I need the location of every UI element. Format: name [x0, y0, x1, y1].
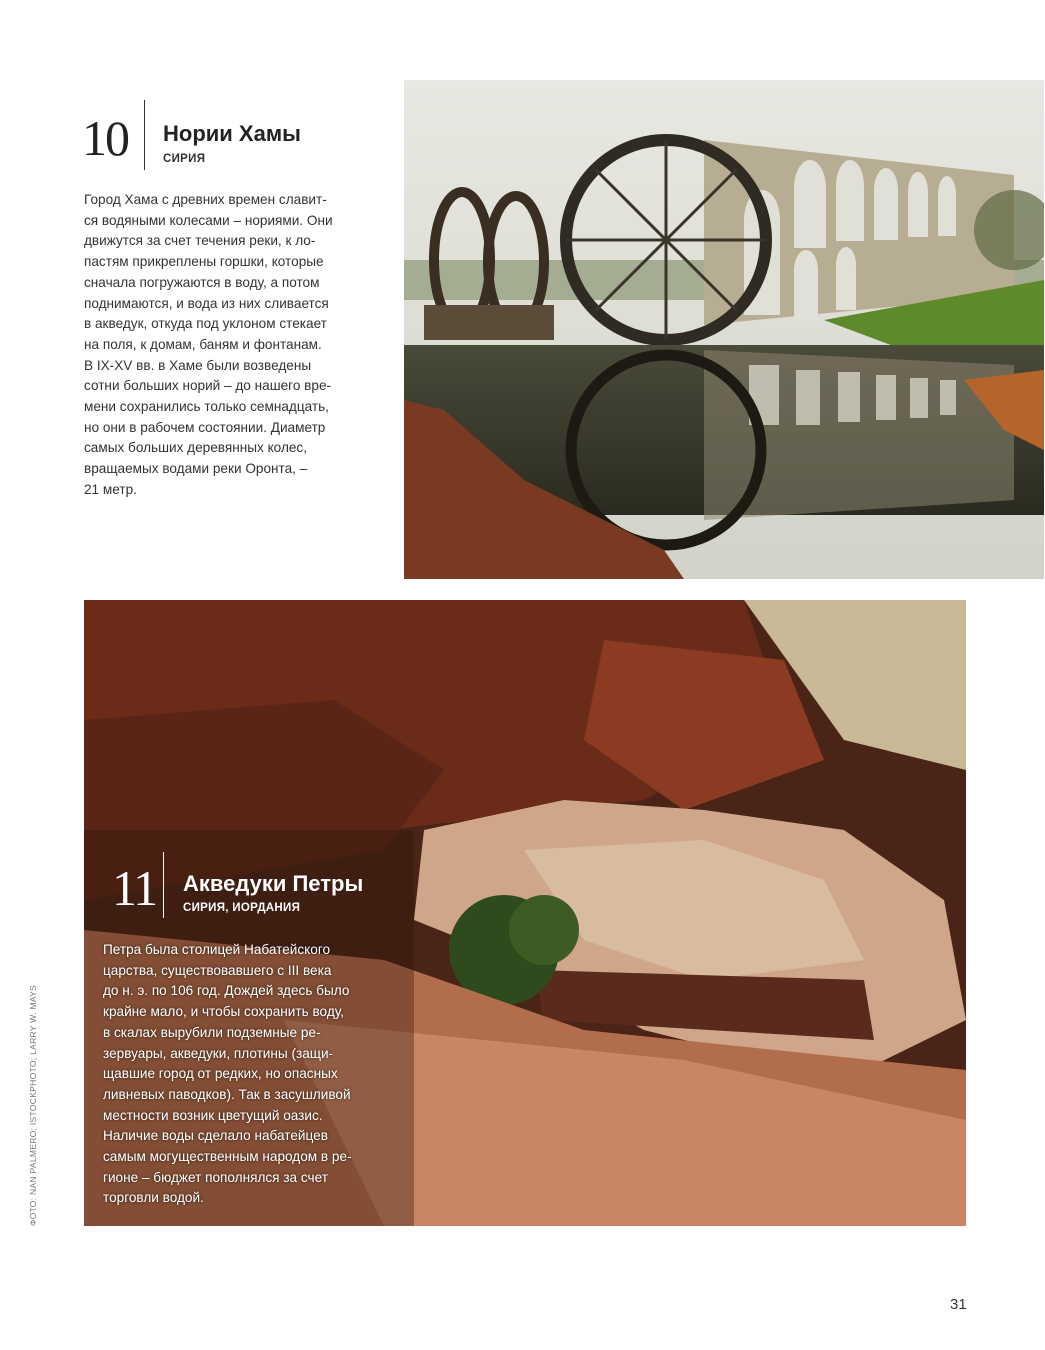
section-10-body: Город Хама с древних времен славит- ся водяными колесами – нориями. Они движутся за счет течения реки, к ло- пастям прикреплены горшки, которые сначала погружаются в воду, а потом поднимаются, и вода из них сливается в акведук, откуда под уклоном стекает на поля, к домам, баням и фонтанам. В IX-XV вв. в Хаме были возведены сотни больших норий – до нашего вре- мени сохранились только семнадцать, но они в рабочем состоянии. Диаметр самых больших деревянных колес, вращаемых водами реки Оронта, – 21 метр.: [84, 192, 333, 497]
norias-of-hama-photo: [404, 80, 1044, 579]
section-11-divider: [163, 852, 164, 918]
photo-credit: ФОТО: NAN PALMERO; ISTOCKPHOTO; LARRY W. MAYS: [28, 984, 38, 1226]
page-number: 31: [950, 1296, 967, 1313]
section-11-subtitle: СИРИЯ, ИОРДАНИЯ: [183, 902, 301, 914]
section-11-number: 11: [112, 860, 157, 916]
section-11-title: Акведуки Петры: [183, 871, 364, 896]
section-10-title: Нории Хамы: [163, 121, 301, 146]
section-10-number: 10: [82, 110, 128, 166]
section-10-divider: [144, 100, 145, 170]
section-11-body: Петра была столицей Набатейского царства, существовавшего с III века до н. э. по 106 год. Дождей здесь было крайне мало, и чтобы сохранить воду, в скалах вырубили подземные ре- зервуары, акведуки, плотины (защи- щавшие город от редких, но опасных ливневых паводков). Так в засушливой местности возник цветущий оазис. Наличие воды сделало набатейцев самым могущественным народом в ре- гионе – бюджет пополнялся за счет торговли водой.: [103, 942, 352, 1206]
section-10-subtitle: СИРИЯ: [163, 153, 206, 165]
